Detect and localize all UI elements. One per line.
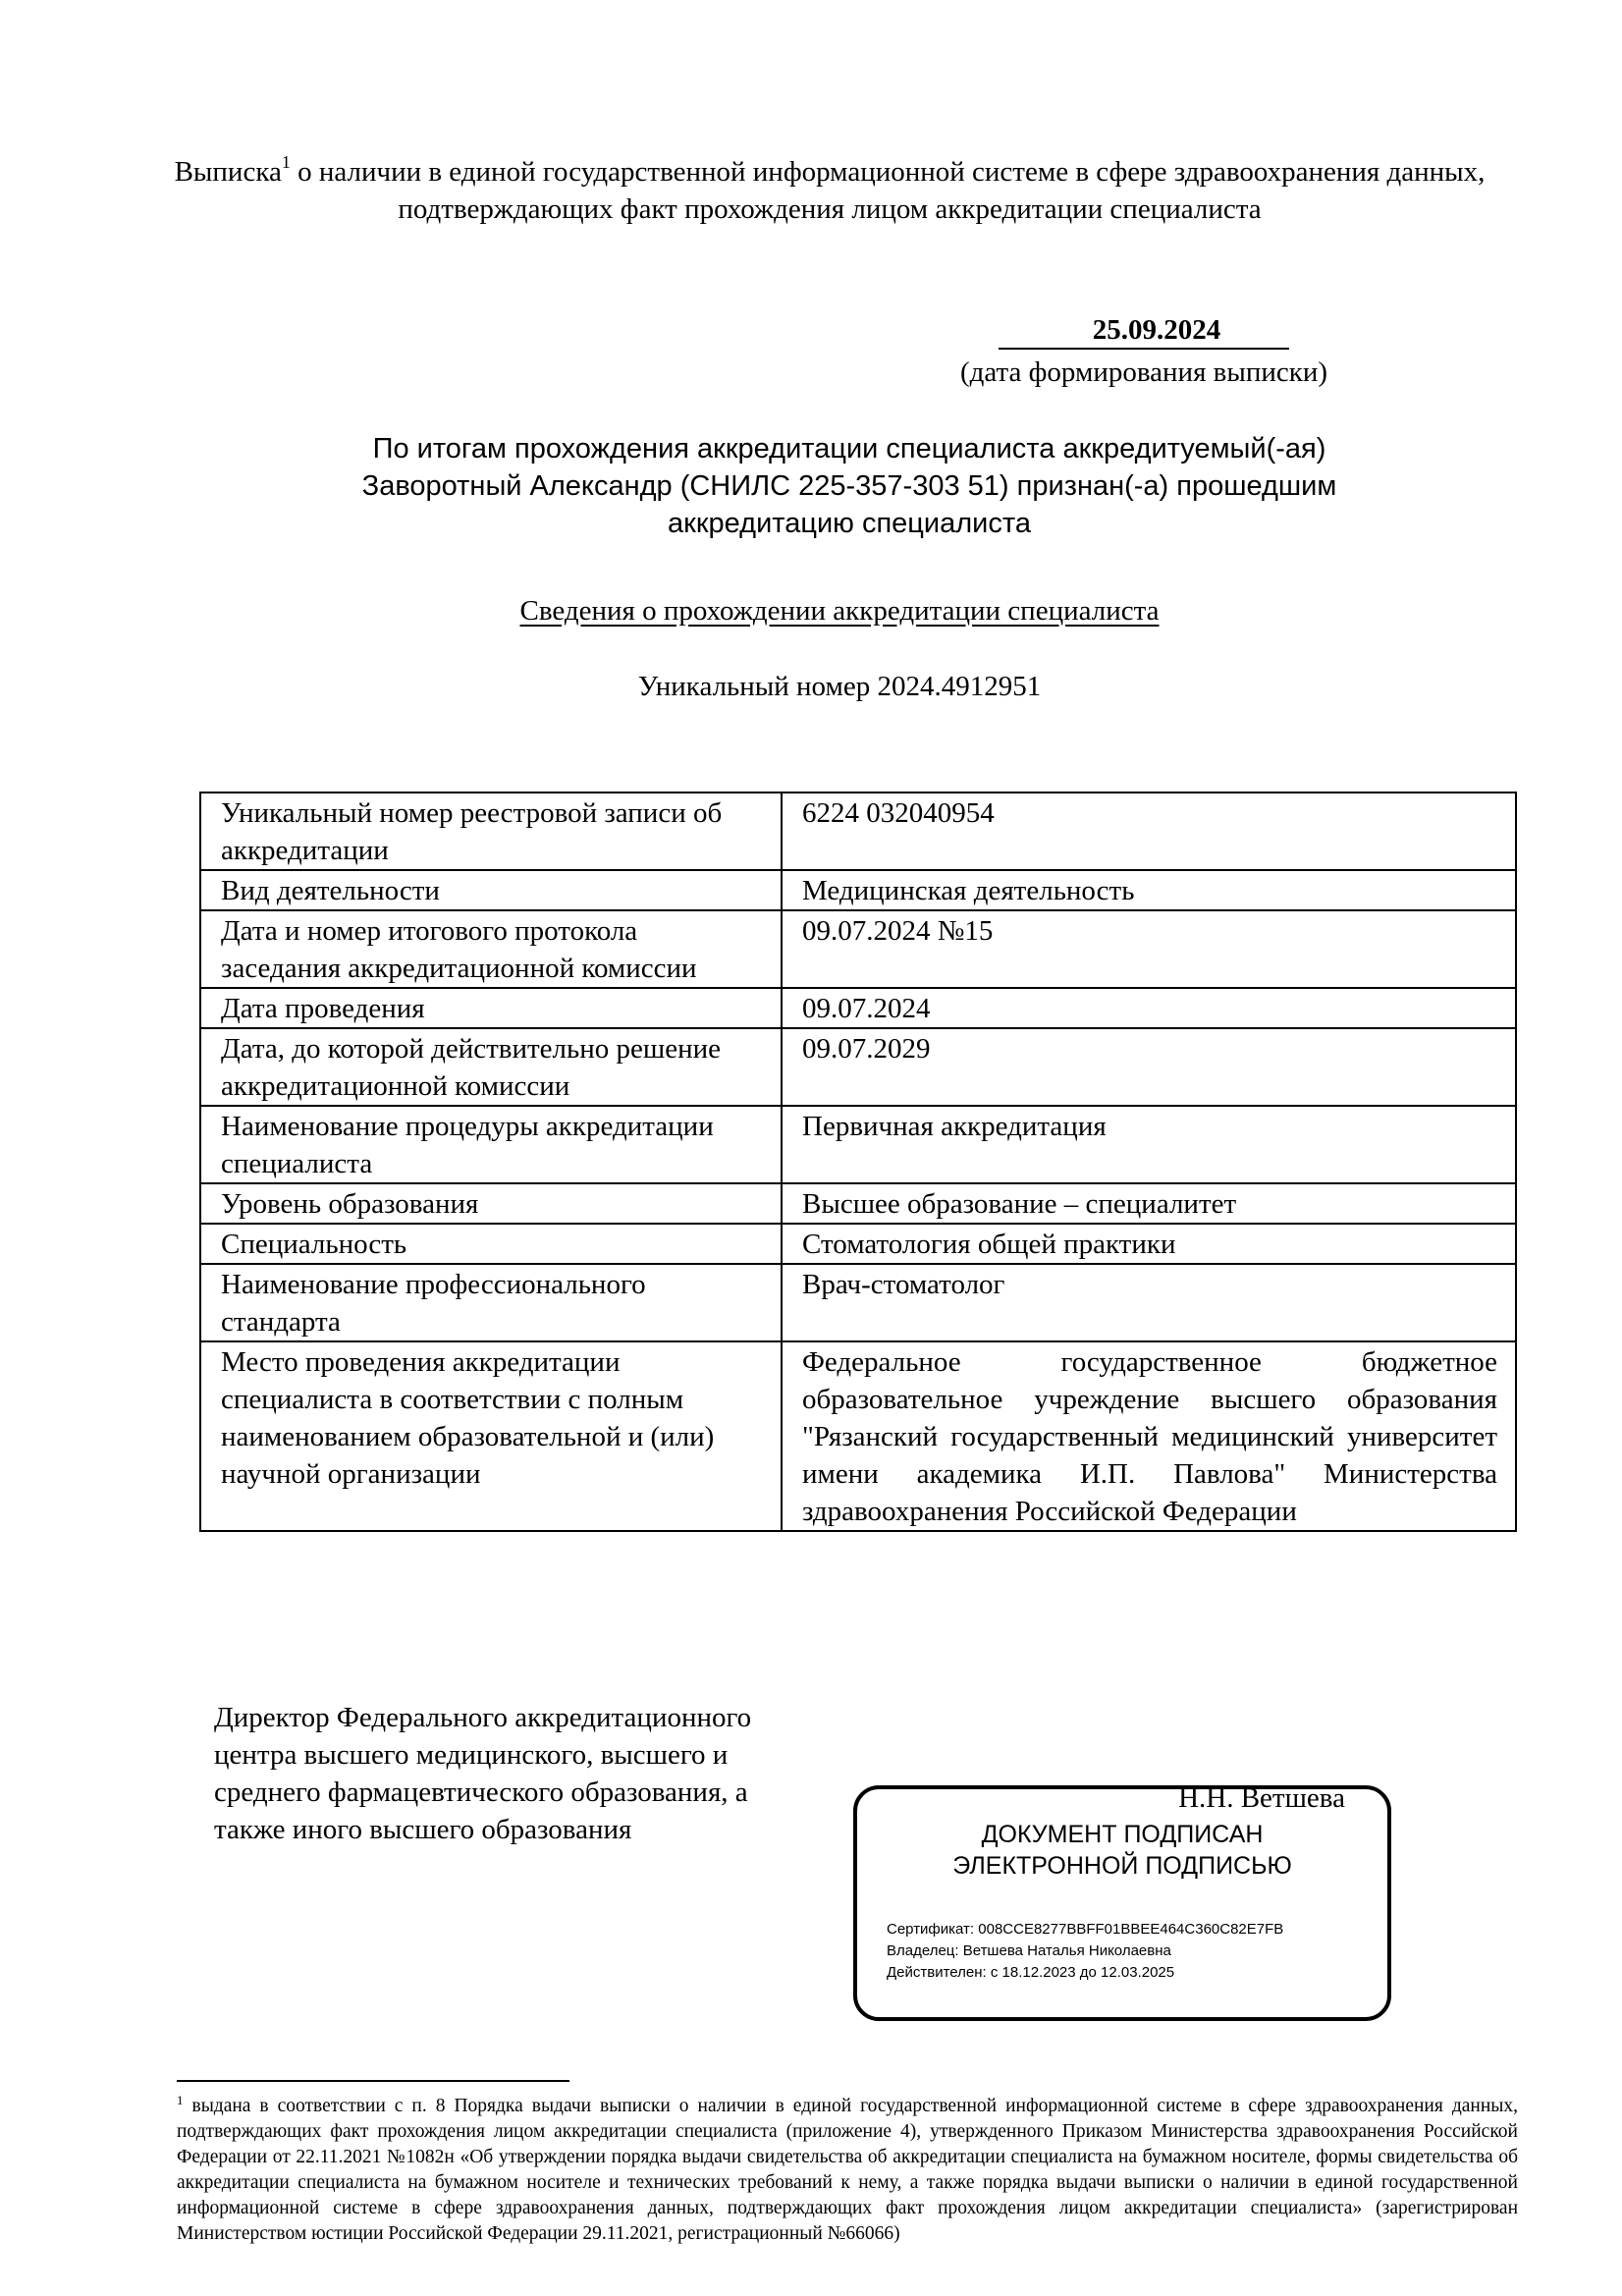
table-row [200, 1106, 1516, 1183]
row-label: Место проведения аккредитации специалиста в соответствии с полным наименованием образовательной и (или) научной организации [200, 1341, 782, 1531]
extract-date-block [903, 312, 1384, 391]
director-name: Н.Н. Ветшева [1178, 1782, 1345, 1814]
result-line: Заворотный Александр (СНИЛС 225-357-303 51) признан(-а) прошедшим [361, 470, 1337, 502]
document-title [147, 153, 1512, 228]
electronic-signature-stamp [853, 1785, 1391, 2021]
stamp-owner: Владелец: Ветшева Наталья Николаевна [887, 1942, 1171, 1959]
table-row [200, 910, 1516, 988]
table-row [200, 870, 1516, 910]
row-value: Федеральное государственное бюджетное образовательное учреждение высшего образования "Рязанский государственный медицинский университет имени академика И.П. Павлова" Министерства здравоохранения Российской Федерации [782, 1341, 1516, 1531]
stamp-valid: Действителен: с 18.12.2023 до 12.03.2025 [887, 1964, 1175, 1981]
row-label: Специальность [200, 1224, 782, 1264]
result-line: По итогам прохождения аккредитации специалиста аккредитуемый(-ая) [372, 433, 1326, 465]
result-line: аккредитацию специалиста [668, 508, 1031, 539]
stamp-certificate: Сертификат: 008CCE8277BBFF01BBEE464C360C82E7FB [887, 1921, 1284, 1938]
row-value: Врач-стоматолог [782, 1264, 1516, 1341]
row-label: Уровень образования [200, 1183, 782, 1224]
table-row [200, 1183, 1516, 1224]
title-footnote-mark: 1 [281, 152, 291, 172]
row-value: 09.07.2024 [782, 988, 1516, 1028]
stamp-line-1: ДОКУМЕНТ ПОДПИСАН [981, 1821, 1264, 1848]
table-row [200, 793, 1516, 870]
stamp-meta [887, 1919, 1283, 1984]
section-heading-text: Сведения о прохождении аккредитации специалиста [519, 595, 1160, 627]
row-value: Первичная аккредитация [782, 1106, 1516, 1183]
accreditation-details-table [199, 792, 1517, 1532]
footnote [177, 2094, 1518, 2247]
title-prefix: Выписка [174, 156, 282, 188]
accreditation-result [226, 430, 1473, 542]
row-value: 6224 032040954 [782, 793, 1516, 870]
row-label: Дата и номер итогового протокола заседания аккредитационной комиссии [200, 910, 782, 988]
table-row [200, 988, 1516, 1028]
table-row [200, 1264, 1516, 1341]
row-label: Наименование профессионального стандарта [200, 1264, 782, 1341]
section-heading [324, 592, 1355, 629]
row-value: Высшее образование – специалитет [782, 1183, 1516, 1224]
row-label: Уникальный номер реестровой записи об аккредитации [200, 793, 782, 870]
table-row [200, 1341, 1516, 1531]
table-row [200, 1028, 1516, 1106]
row-value: Стоматология общей практики [782, 1224, 1516, 1264]
row-value: 09.07.2024 №15 [782, 910, 1516, 988]
unique-number: Уникальный номер 2024.4912951 [637, 671, 1042, 702]
table-row [200, 1224, 1516, 1264]
extract-date: 25.09.2024 [999, 312, 1289, 350]
footnote-mark: 1 [177, 2093, 184, 2107]
director-position: Директор Федерального аккредитационного центра высшего медицинского, высшего и среднего фармацевтического образования, а также иного высшего образования [214, 1702, 752, 1845]
stamp-line-2: ЭЛЕКТРОННОЙ ПОДПИСЬЮ [952, 1852, 1292, 1880]
title-rest: о наличии в единой государственной информационной системе в сфере здравоохранения данных, подтверждающих факт прохождения лицом аккредитации специалиста [290, 156, 1486, 225]
row-label: Вид деятельности [200, 870, 782, 910]
extract-date-caption: (дата формирования выписки) [959, 356, 1328, 388]
row-label: Дата проведения [200, 988, 782, 1028]
row-value: Медицинская деятельность [782, 870, 1516, 910]
footnote-divider [177, 2080, 569, 2082]
row-label: Дата, до которой действительно решение аккредитационной комиссии [200, 1028, 782, 1106]
row-label: Наименование процедуры аккредитации специалиста [200, 1106, 782, 1183]
row-value: 09.07.2029 [782, 1028, 1516, 1106]
footnote-text: выдана в соответствии с п. 8 Порядка выдачи выписки о наличии в единой государственной информационной системе в сфере здравоохранения данных, подтверждающих факт прохождения лицом аккредитации специалиста (приложение 4), утвержденного Приказом Министерства здравоохранения Российской Федерации от 22.11.2021 №1082н «Об утверждении порядка выдачи свидетельства об аккредитации специалиста на бумажном носителе, формы свидетельства об аккредитации специалиста на бумажном носителе и технических требований к нему, а также порядка выдачи выписки о наличии в единой государственной информационной системе в сфере здравоохранения данных, подтверждающих факт прохождения лицом аккредитации специалиста» (зарегистрирован Министерством юстиции Российской Федерации 29.11.2021, регистрационный №66066) [177, 2096, 1518, 2244]
